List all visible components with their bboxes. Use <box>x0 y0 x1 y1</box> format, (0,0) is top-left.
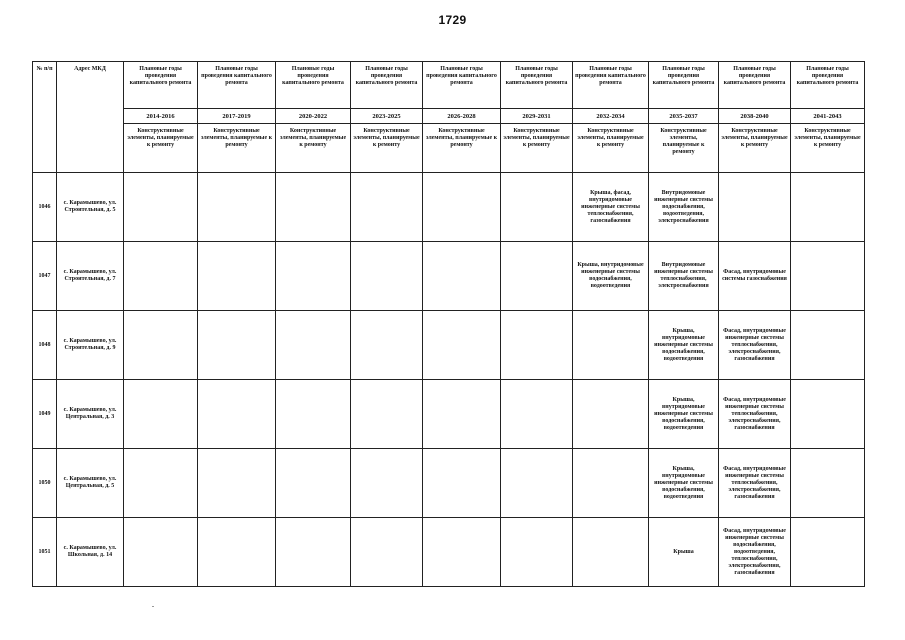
header-period-years: 2038-2040 <box>719 109 791 124</box>
work-cell: Крыша, внутридомовые инженерные системы водоснабжения, водоотведения <box>573 242 649 311</box>
header-period-years: 2020-2022 <box>276 109 351 124</box>
header-period-title: Плановые годы проведения капитального ремонта <box>649 62 719 109</box>
header-elements: Конструктивные элементы, планируемые к ремонту <box>791 124 865 173</box>
work-cell <box>124 380 198 449</box>
row-address: с. Карамышево, ул. Строительная, д. 7 <box>57 242 124 311</box>
work-cell <box>276 311 351 380</box>
header-period-years: 2017-2019 <box>198 109 276 124</box>
header-elements: Конструктивные элементы, планируемые к ремонту <box>124 124 198 173</box>
work-cell <box>351 518 423 587</box>
row-number: 1047 <box>33 242 57 311</box>
row-address: с. Карамышево, ул. Центральная, д. 5 <box>57 449 124 518</box>
work-cell: Внутридомовые инженерные системы водоснабжения, водоотведения, электроснабжения <box>649 173 719 242</box>
work-cell <box>351 449 423 518</box>
header-address: Адрес МКД <box>57 62 124 173</box>
header-period-years: 2041-2043 <box>791 109 865 124</box>
header-num: № п/п <box>33 62 57 173</box>
header-period-years: 2014-2016 <box>124 109 198 124</box>
work-cell <box>198 173 276 242</box>
row-number: 1050 <box>33 449 57 518</box>
work-cell <box>124 449 198 518</box>
work-cell: Фасад, внутридомовые инженерные системы водоснабжения, водоотведения, теплоснабжения, электроснабжения, газоснабжения <box>719 518 791 587</box>
header-elements: Конструктивные элементы, планируемые к ремонту <box>351 124 423 173</box>
table-row <box>33 518 865 587</box>
row-address: с. Карамышево, ул. Строительная, д. 9 <box>57 311 124 380</box>
work-cell <box>198 311 276 380</box>
header-period-years: 2029-2031 <box>501 109 573 124</box>
work-cell: Крыша <box>649 518 719 587</box>
header-elements: Конструктивные элементы, планируемые к ремонту <box>719 124 791 173</box>
work-cell <box>501 449 573 518</box>
work-cell <box>198 380 276 449</box>
work-cell <box>276 173 351 242</box>
work-cell <box>276 518 351 587</box>
work-cell <box>501 173 573 242</box>
header-period-years: 2032-2034 <box>573 109 649 124</box>
work-cell: Фасад, внутридомовые инженерные системы теплоснабжения, электроснабжения, газоснабжения <box>719 380 791 449</box>
work-cell <box>573 380 649 449</box>
header-period-years: 2026-2028 <box>423 109 501 124</box>
scan-speck <box>152 606 154 607</box>
work-cell <box>423 380 501 449</box>
header-period-title: Плановые годы проведения капитального ремонта <box>501 62 573 109</box>
table-row <box>33 449 865 518</box>
work-cell: Фасад, внутридомовые системы газоснабжения <box>719 242 791 311</box>
work-cell <box>423 242 501 311</box>
work-cell <box>423 449 501 518</box>
header-period-title: Плановые годы проведения капитального ремонта <box>276 62 351 109</box>
header-elements: Конструктивные элементы, планируемые к ремонту <box>198 124 276 173</box>
header-period-title: Плановые годы проведения капитального ремонта <box>573 62 649 109</box>
work-cell <box>124 242 198 311</box>
work-cell <box>501 311 573 380</box>
work-cell: Фасад, внутридомовые инженерные системы теплоснабжения, электроснабжения, газоснабжения <box>719 311 791 380</box>
row-number: 1046 <box>33 173 57 242</box>
capital-repair-plan-table <box>32 61 865 587</box>
work-cell <box>423 173 501 242</box>
work-cell: Внутридомовые инженерные системы теплоснабжения, электроснабжения <box>649 242 719 311</box>
header-elements: Конструктивные элементы, планируемые к ремонту <box>573 124 649 173</box>
header-period-title: Плановые годы проведения капитального ремонта <box>124 62 198 109</box>
header-period-years: 2023-2025 <box>351 109 423 124</box>
work-cell <box>791 311 865 380</box>
row-number: 1049 <box>33 380 57 449</box>
work-cell <box>501 380 573 449</box>
work-cell <box>351 380 423 449</box>
work-cell <box>719 173 791 242</box>
header-elements: Конструктивные элементы, планируемые к ремонту <box>423 124 501 173</box>
work-cell <box>198 242 276 311</box>
work-cell: Крыша, фасад, внутридомовые инженерные системы теплоснабжения, газоснабжения <box>573 173 649 242</box>
work-cell <box>198 449 276 518</box>
work-cell <box>791 173 865 242</box>
table-row <box>33 173 865 242</box>
work-cell <box>351 242 423 311</box>
row-address: с. Карамышево, ул. Центральная, д. 3 <box>57 380 124 449</box>
header-period-title: Плановые годы проведения капитального ремонта <box>791 62 865 109</box>
header-period-title: Плановые годы проведения капитального ремонта <box>351 62 423 109</box>
work-cell <box>276 242 351 311</box>
work-cell <box>573 518 649 587</box>
work-cell <box>276 380 351 449</box>
work-cell <box>276 449 351 518</box>
work-cell <box>351 311 423 380</box>
header-period-title: Плановые годы проведения капитального ремонта <box>423 62 501 109</box>
header-period-years: 2035-2037 <box>649 109 719 124</box>
work-cell <box>791 518 865 587</box>
header-elements: Конструктивные элементы, планируемые к ремонту <box>276 124 351 173</box>
header-period-title: Плановые годы проведения капитального ремонта <box>198 62 276 109</box>
work-cell <box>124 173 198 242</box>
work-cell <box>501 518 573 587</box>
header-elements: Конструктивные элементы, планируемые к ремонту <box>649 124 719 173</box>
row-number: 1048 <box>33 311 57 380</box>
header-elements: Конструктивные элементы, планируемые к ремонту <box>501 124 573 173</box>
work-cell <box>423 518 501 587</box>
work-cell <box>791 242 865 311</box>
work-cell: Крыша, внутридомовые инженерные системы водоснабжения, водоотведения <box>649 380 719 449</box>
work-cell <box>791 380 865 449</box>
row-address: с. Карамышево, ул. Школьная, д. 14 <box>57 518 124 587</box>
table-row <box>33 242 865 311</box>
table-row <box>33 380 865 449</box>
header-period-title: Плановые годы проведения капитального ремонта <box>719 62 791 109</box>
work-cell <box>124 518 198 587</box>
work-cell <box>573 449 649 518</box>
work-cell <box>124 311 198 380</box>
table-row <box>33 311 865 380</box>
page-number: 1729 <box>438 13 467 27</box>
work-cell <box>423 311 501 380</box>
work-cell: Крыша, внутридомовые инженерные системы водоснабжения, водоотведения <box>649 449 719 518</box>
work-cell <box>198 518 276 587</box>
work-cell: Фасад, внутридомовые инженерные системы теплоснабжения, электроснабжения, газоснабжения <box>719 449 791 518</box>
row-address: с. Карамышево, ул. Строительная, д. 5 <box>57 173 124 242</box>
work-cell: Крыша, внутридомовые инженерные системы водоснабжения, водоотведения <box>649 311 719 380</box>
work-cell <box>573 311 649 380</box>
work-cell <box>791 449 865 518</box>
work-cell <box>351 173 423 242</box>
row-number: 1051 <box>33 518 57 587</box>
work-cell <box>501 242 573 311</box>
